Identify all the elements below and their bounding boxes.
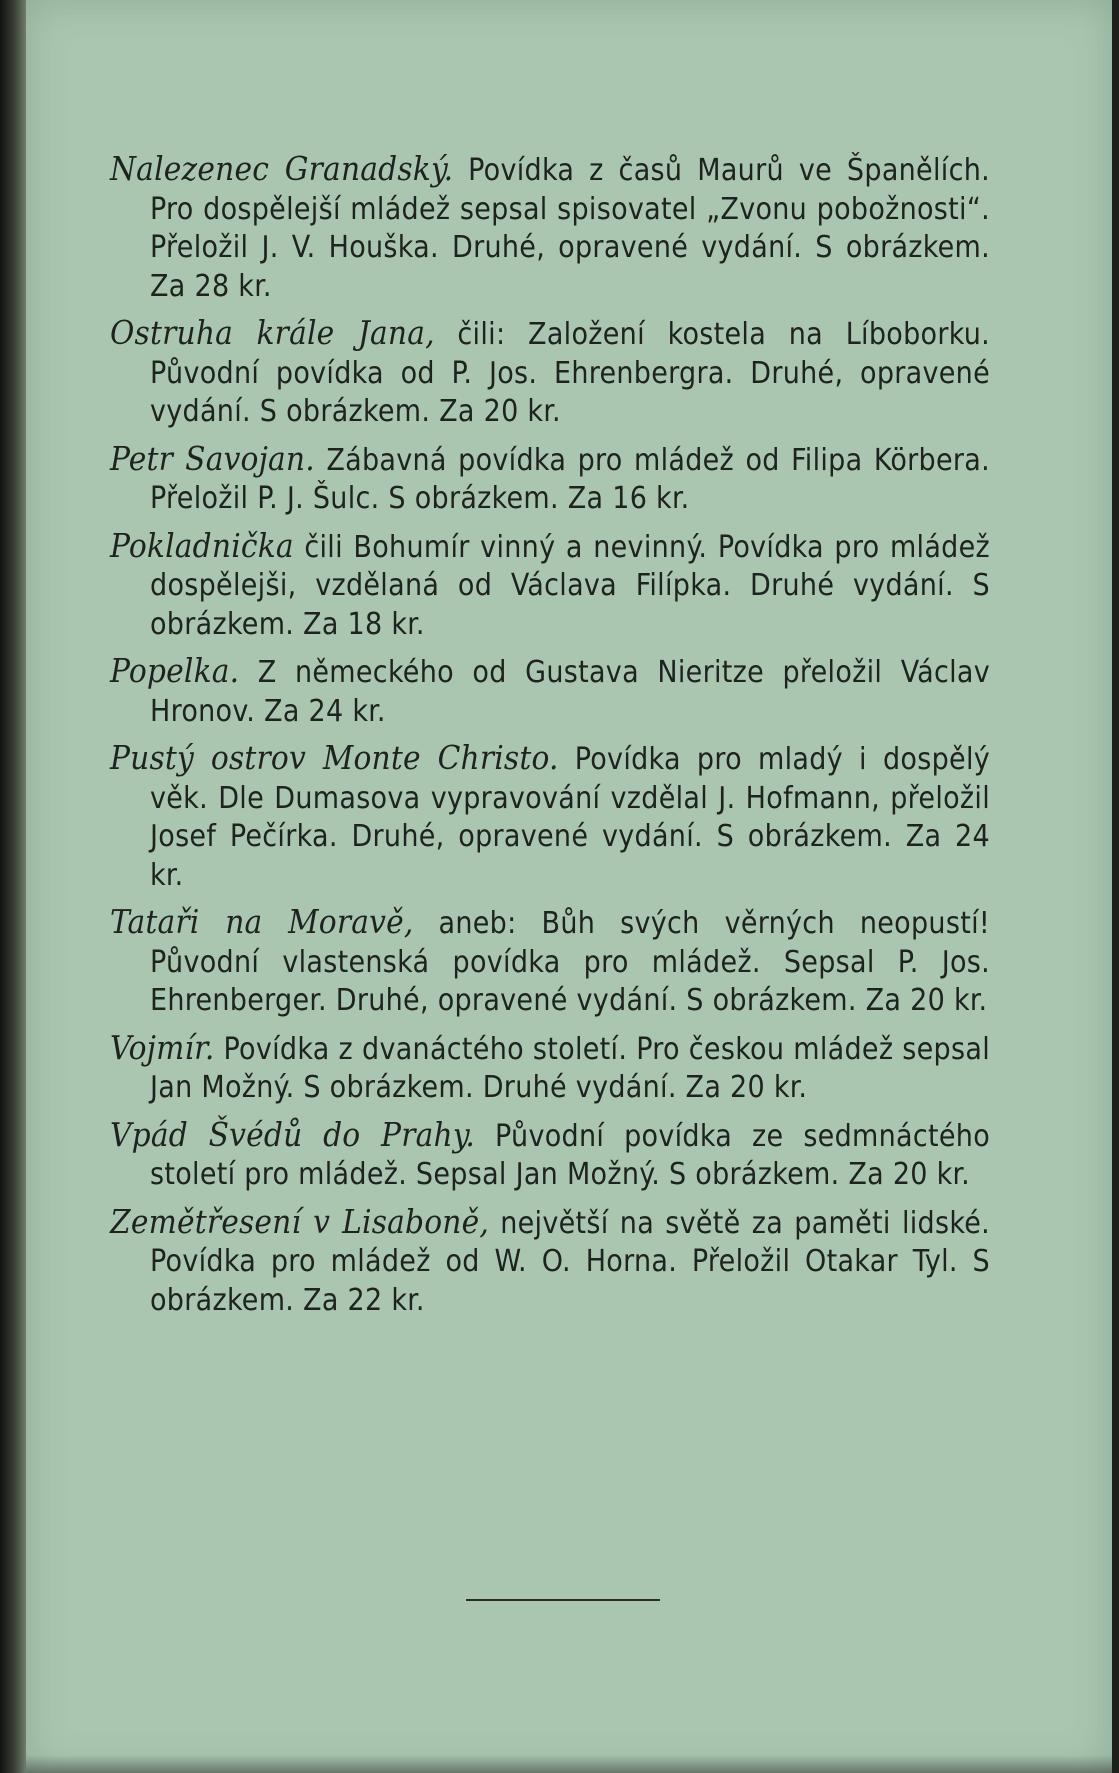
entry-title: Nalezenec Granadský. (110, 149, 454, 188)
entry-title: Vpád Švédů do Prahy. (110, 1114, 476, 1154)
entry-description: čili Bohumír vinný a nevinný. Povídka pro mládež dospělejši, vzdělaná od Václava Filípka. Druhé vydání. S obrázkem. Za 18 kr. (150, 529, 990, 642)
entry-title: Popelka. (110, 651, 240, 690)
catalog-list (110, 150, 990, 1328)
entry-title: Vojmír. (110, 1027, 215, 1067)
entry-description: Původní povídka ze sedmnáctého století pro mládež. Sepsal Jan Možný. S obrázkem. Za 20 kr. (150, 1118, 991, 1192)
entry-title: Pokladnička (110, 525, 294, 565)
catalog-entry (110, 903, 990, 1021)
entry-description: Zábavná povídka pro mládež od Filipa Körbera. Přeložil P. J. Šulc. S obrázkem. Za 16 kr. (150, 442, 991, 516)
book-page (26, 0, 1112, 1773)
catalog-entry (110, 150, 990, 306)
catalog-entry (110, 652, 990, 731)
catalog-entry (110, 527, 990, 645)
entry-title: Tataři na Moravě, (110, 902, 414, 941)
catalog-entry (110, 1203, 990, 1321)
catalog-entry (110, 440, 990, 519)
entry-title: Petr Savojan. (110, 438, 315, 478)
catalog-entry (110, 1116, 990, 1195)
entry-description: Povídka z dvanáctého století. Pro českou mládež sepsal Jan Možný. S obrázkem. Druhé vydání. Za 20 kr. (150, 1031, 990, 1105)
entry-title: Pustý ostrov Monte Christo. (110, 738, 559, 777)
entry-description: Z německého od Gustava Nieritze přeložil Václav Hronov. Za 24 kr. (150, 655, 990, 729)
entry-description: Povídka pro mladý i dospělý věk. Dle Dumasova vypravování vzdělal J. Hofmann, přeložil Josef Pečírka. Druhé, opravené vydání. S obrázkem. Za 24 kr. (150, 742, 991, 893)
section-divider (466, 1599, 660, 1601)
book-spine-edge (0, 0, 26, 1773)
entry-title: Zemětřesení v Lisaboně, (110, 1201, 490, 1241)
entry-description: aneb: Bůh svých věrných neopustí! Původní vlastenská povídka pro mládež. Sepsal P. Jos. Ehrenberger. Druhé, opravené vydání. S obrázkem. Za 20 kr. (150, 906, 990, 1018)
entry-title: Ostruha krále Jana, (110, 313, 435, 352)
catalog-entry (110, 739, 990, 895)
entry-description: čili: Založení kostela na Líboborku. Původní povídka od P. Jos. Ehrenbergra. Druhé, opravené vydání. S obrázkem. Za 20 kr. (150, 317, 990, 429)
page-shadow (26, 1755, 1112, 1773)
entry-description: největší na světě za paměti lidské. Povídka pro mládež od W. O. Horna. Přeložil Otakar Tyl. S obrázkem. Za 22 kr. (150, 1205, 990, 1318)
catalog-entry (110, 1029, 990, 1108)
entry-description: Povídka z časů Maurů ve Španělích. Pro dospělejší mládež sepsal spisovatel „Zvonu pobožnosti“. Přeložil J. V. Houška. Druhé, opravené vydání. S obrázkem. Za 28 kr. (150, 153, 990, 304)
catalog-entry (110, 314, 990, 432)
